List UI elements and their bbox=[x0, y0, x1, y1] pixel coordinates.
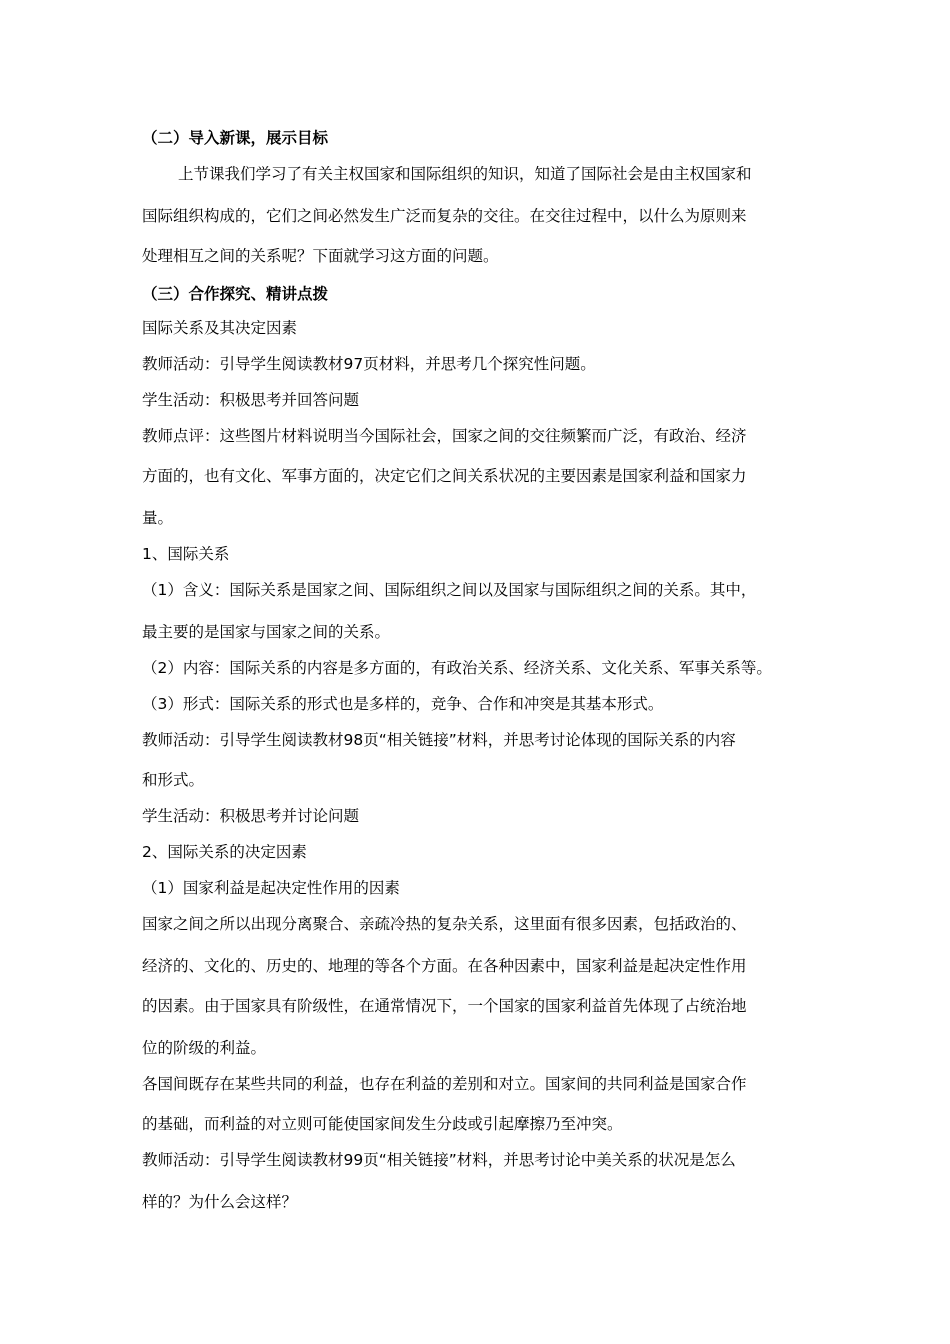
factor-item: （1）国家利益是起决定性作用的因素 bbox=[142, 879, 400, 897]
teacher-review-line: 教师点评：这些图片材料说明当今国际社会，国家之间的交往频繁而广泛，有政治、经济 bbox=[142, 427, 747, 445]
body-paragraph-line: 的因素。由于国家具有阶级性，在通常情况下，一个国家的国家利益首先体现了占统治地 bbox=[142, 997, 747, 1015]
intro-paragraph-line: 处理相互之间的关系呢？下面就学习这方面的问题。 bbox=[142, 247, 499, 265]
intro-paragraph-line: 国际组织构成的，它们之间必然发生广泛而复杂的交往。在交往过程中，以什么为原则来 bbox=[142, 207, 747, 225]
teacher-activity: 教师活动：引导学生阅读教材99页“相关链接”材料，并思考讨论中美关系的状况是怎么 bbox=[142, 1151, 736, 1169]
teacher-activity: 教师活动：引导学生阅读教材97页材料，并思考几个探究性问题。 bbox=[142, 355, 596, 373]
definition-line: 最主要的是国家与国家之间的关系。 bbox=[142, 623, 391, 641]
teacher-review-line: 方面的，也有文化、军事方面的，决定它们之间关系状况的主要因素是国家利益和国家力 bbox=[142, 467, 747, 485]
subheading-1: 1、国际关系 bbox=[142, 545, 230, 563]
intro-paragraph-line: 上节课我们学习了有关主权国家和国际组织的知识，知道了国际社会是由主权国家和 bbox=[178, 165, 752, 183]
section-heading-2: （二）导入新课，展示目标 bbox=[142, 129, 329, 147]
definition-line: （1）含义：国际关系是国家之间、国际组织之间以及国家与国际组织之间的关系。其中， bbox=[142, 581, 757, 599]
body-paragraph-line: 经济的、文化的、历史的、地理的等各个方面。在各种因素中，国家利益是起决定性作用 bbox=[142, 957, 747, 975]
content-item: （2）内容：国际关系的内容是多方面的，有政治关系、经济关系、文化关系、军事关系等。 bbox=[142, 659, 772, 677]
body-paragraph-line: 的基础，而利益的对立则可能使国家间发生分歧或引起摩擦乃至冲突。 bbox=[142, 1115, 623, 1133]
student-activity: 学生活动：积极思考并回答问题 bbox=[142, 391, 360, 409]
topic-title: 国际关系及其决定因素 bbox=[142, 319, 298, 337]
form-item: （3）形式：国际关系的形式也是多样的，竞争、合作和冲突是其基本形式。 bbox=[142, 695, 664, 713]
teacher-activity: 样的？为什么会这样？ bbox=[142, 1193, 298, 1211]
body-paragraph-line: 各国间既存在某些共同的利益，也存在利益的差别和对立。国家间的共同利益是国家合作 bbox=[142, 1075, 747, 1093]
teacher-activity: 教师活动：引导学生阅读教材98页“相关链接”材料，并思考讨论体现的国际关系的内容 bbox=[142, 731, 736, 749]
section-heading-3: （三）合作探究、精讲点拨 bbox=[142, 285, 329, 303]
student-activity: 学生活动：积极思考并讨论问题 bbox=[142, 807, 360, 825]
teacher-activity: 和形式。 bbox=[142, 771, 205, 789]
body-paragraph-line: 位的阶级的利益。 bbox=[142, 1039, 267, 1057]
body-paragraph-line: 国家之间之所以出现分离聚合、亲疏冷热的复杂关系，这里面有很多因素，包括政治的、 bbox=[142, 915, 747, 933]
subheading-2: 2、国际关系的决定因素 bbox=[142, 843, 307, 861]
teacher-review-line: 量。 bbox=[142, 509, 174, 527]
